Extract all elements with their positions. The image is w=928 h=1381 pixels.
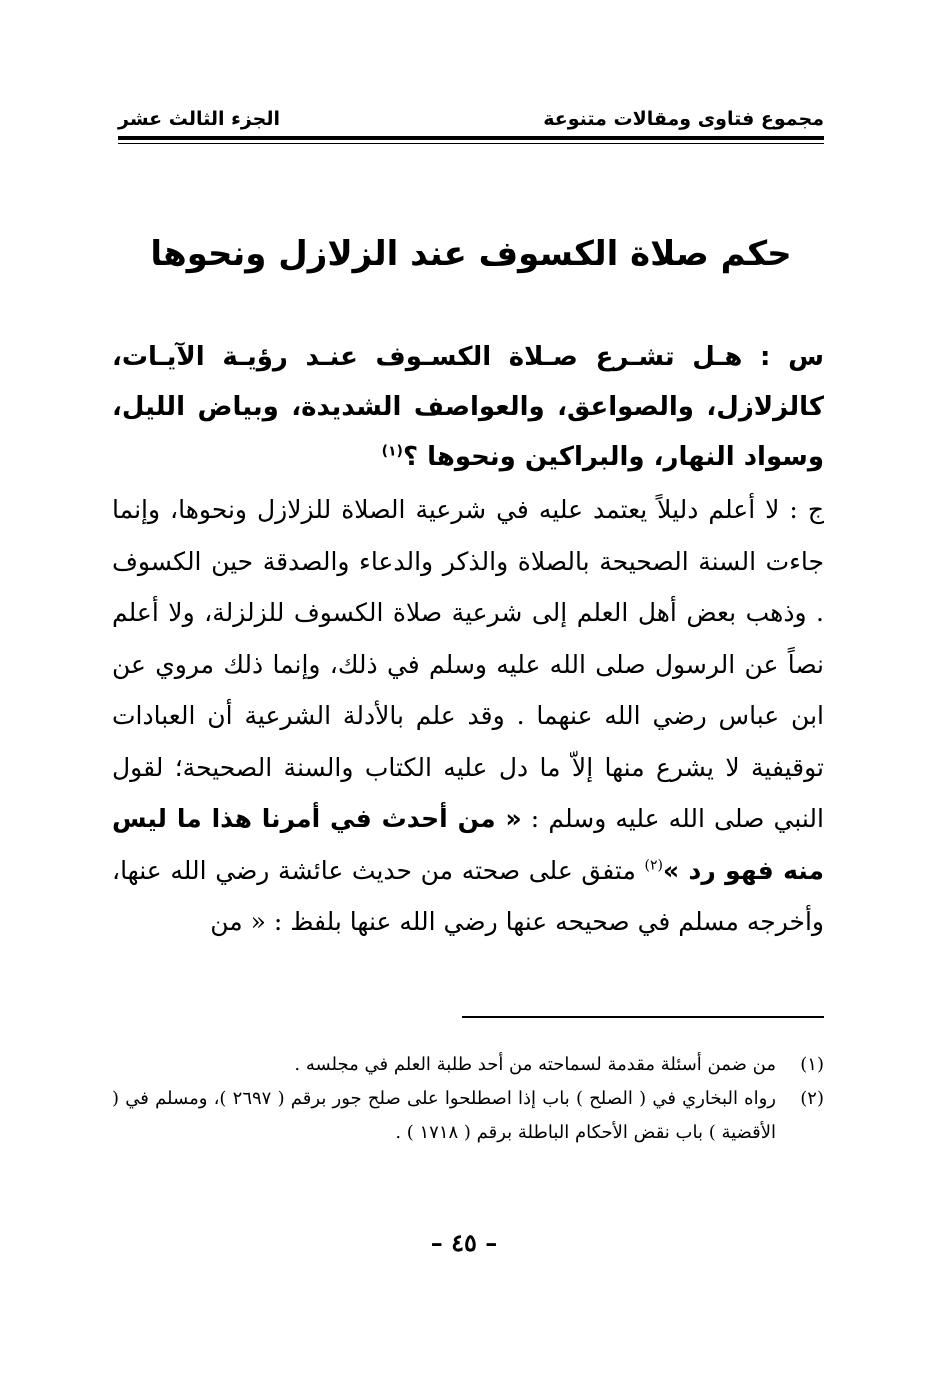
article-title: حكم صلاة الكسوف عند الزلازل ونحوها [150, 234, 792, 274]
footnote-separator [462, 1016, 824, 1018]
footnote-ref-1: (١) [381, 443, 403, 460]
page-number: – ٤٥ – [430, 1228, 498, 1257]
running-header [118, 96, 824, 130]
volume-label: الجزء الثالث عشر [118, 108, 281, 130]
footnote-text: رواه البخاري في ( الصلح ) باب إذا اصطلحوا على صلح جور برقم ( ٢٦٩٧ )، ومسلم في ( الأقضية ) باب نقض الأحكام الباطلة برقم ( ١٧١٨ ) . [112, 1088, 776, 1143]
book-title: مجموع فتاوى ومقالات متنوعة [543, 108, 824, 130]
footnote-item [112, 1082, 824, 1150]
answer-text-part1: ج : لا أعلم دليلاً يعتمد عليه في شرعية الصلاة للزلازل ونحوها، وإنما جاءت السنة الصحيحة بالصلاة والذكر والدعاء والصدقة حين الكسوف . وذهب بعض أهل العلم إلى شرعية صلاة الكسوف للزلزلة، ولا أعلم نصاً عن الرسول صلى الله عليه وسلم في ذلك، وإنما ذلك مروي عن ابن عباس رضي الله عنهما . وقد علم بالأدلة الشرعية أن العبادات توقيفية لا يشرع منها إلاّ ما دل عليه الكتاب والسنة الصحيحة؛ لقول النبي صلى الله عليه وسلم : [112, 495, 824, 833]
footnote-number: (٢) [800, 1088, 824, 1109]
question-paragraph [112, 332, 824, 482]
question-text: س : هـل تشـرع صـلاة الكسـوف عنـد رؤيـة الآيـات، كالزلازل، والصواعق، والعواصف الشديدة، وبياض الليل، وسواد النهار، والبراكين ونحوها ؟ [112, 342, 824, 472]
answer-paragraph [112, 484, 824, 948]
header-rule-thin [118, 143, 824, 144]
footnote-ref-2: (٢) [644, 857, 663, 874]
footnote-text: من ضمن أسئلة مقدمة لسماحته من أحد طلبة العلم في مجلسه . [294, 1054, 776, 1075]
footnotes [112, 1048, 824, 1150]
footnote-number: (١) [800, 1054, 824, 1075]
footnote-item [112, 1048, 824, 1082]
answer-text-part2: متفق على صحته من حديث عائشة رضي الله عنها، وأخرجه مسلم في صحيحه عنها رضي الله عنها بلفظ : « من [112, 855, 824, 936]
header-rule [118, 136, 824, 144]
hadith-quote: « من أحدث في أمرنا هذا ما ليس منه فهو رد » [112, 804, 824, 885]
